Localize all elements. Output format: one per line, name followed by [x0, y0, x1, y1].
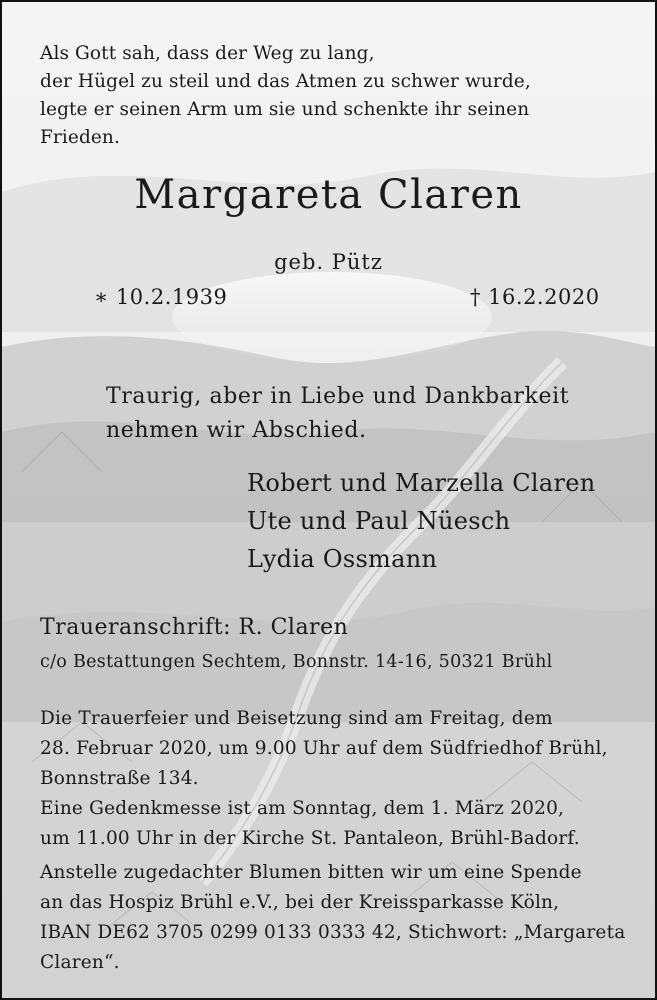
- verse-line: Als Gott sah, dass der Weg zu lang,: [40, 43, 375, 64]
- family-member: Robert und Marzella Claren: [247, 469, 596, 497]
- info-line: Anstelle zugedachter Blumen bitten wir um eine Spende: [40, 862, 582, 883]
- verse-line: der Hügel zu steil und das Atmen zu schwer wurde,: [40, 71, 531, 92]
- info-line: um 11.00 Uhr in der Kirche St. Pantaleon, Brühl-Badorf.: [40, 828, 580, 849]
- verse-line: legte er seinen Arm um sie und schenkte ihr seinen: [40, 99, 530, 120]
- mourning-line: nehmen wir Abschied.: [106, 418, 367, 443]
- birth-date: ∗ 10.2.1939: [94, 285, 228, 309]
- deceased-name: Margareta Claren: [134, 172, 523, 218]
- death-date: † 16.2.2020: [470, 285, 600, 309]
- verse-line: Frieden.: [40, 127, 120, 148]
- info-line: Claren“.: [40, 952, 120, 973]
- info-line: Die Trauerfeier und Beisetzung sind am Freitag, dem: [40, 708, 553, 729]
- mourning-line: Traurig, aber in Liebe und Dankbarkeit: [106, 384, 570, 409]
- info-line: IBAN DE62 3705 0299 0133 0333 42, Stichwort: „Margareta: [40, 922, 626, 943]
- family-member: Ute und Paul Nüesch: [247, 507, 511, 535]
- family-member: Lydia Ossmann: [247, 545, 438, 573]
- info-line: Bonnstraße 134.: [40, 768, 199, 789]
- info-line: 28. Februar 2020, um 9.00 Uhr auf dem Südfriedhof Brühl,: [40, 738, 608, 759]
- address-line: c/o Bestattungen Sechtem, Bonnstr. 14-16, 50321 Brühl: [40, 652, 553, 672]
- info-line: an das Hospiz Brühl e.V., bei der Kreissparkasse Köln,: [40, 892, 560, 913]
- info-line: Eine Gedenkmesse ist am Sonntag, dem 1. März 2020,: [40, 798, 565, 819]
- birth-name: geb. Pütz: [274, 250, 383, 274]
- address-heading: Traueranschrift: R. Claren: [40, 615, 349, 640]
